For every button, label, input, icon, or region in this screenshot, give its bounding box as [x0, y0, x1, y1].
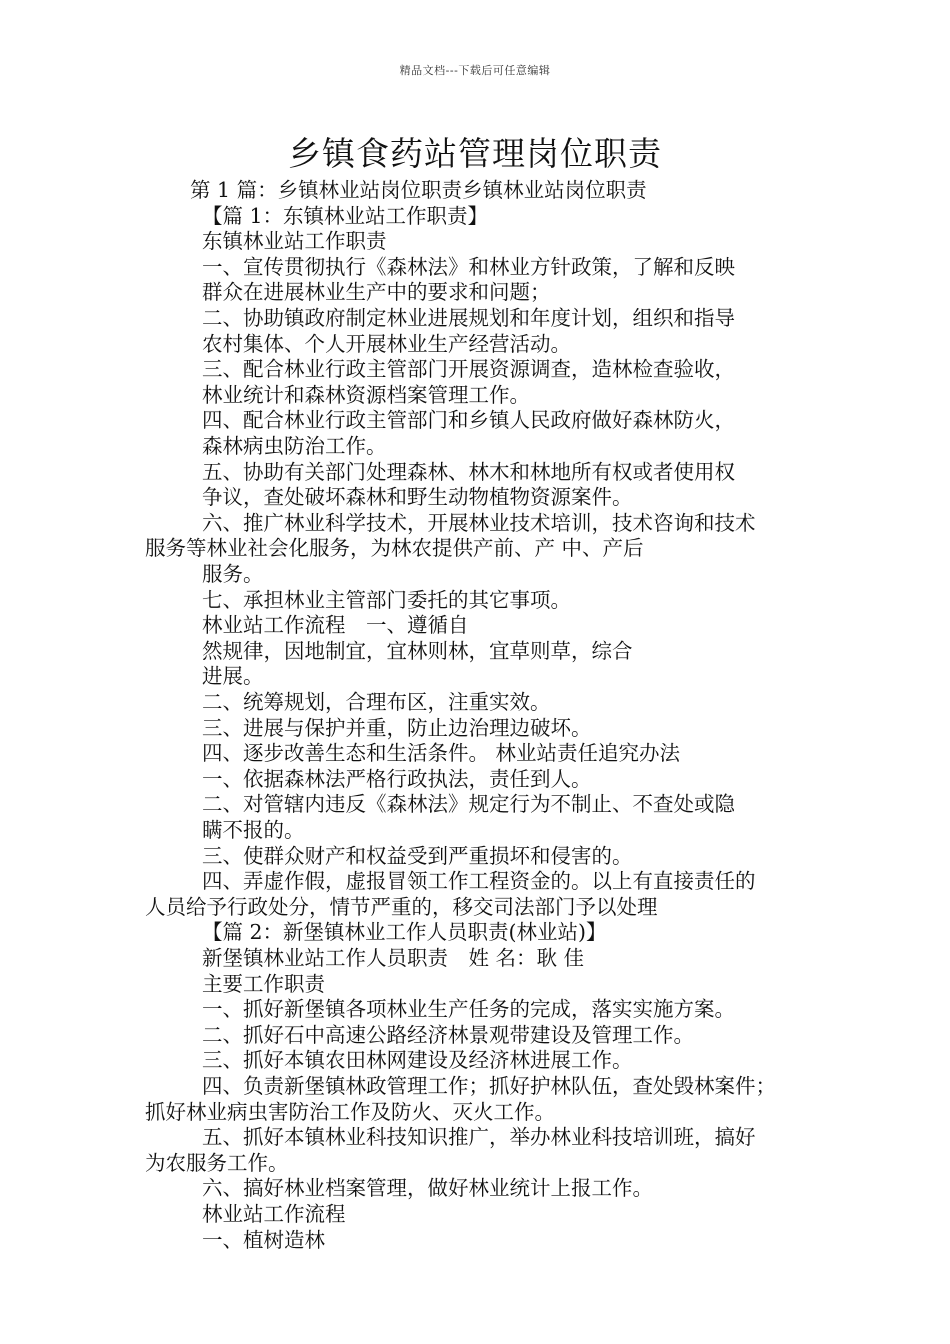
- body-line: 三、使群众财产和权益受到严重损坏和侵害的。: [202, 843, 633, 868]
- body-line: 五、抓好本镇林业科技知识推广，举办林业科技培训班，搞好: [202, 1125, 756, 1150]
- body-line: 人员给予行政处分，情节严重的，移交司法部门予以处理: [145, 894, 658, 919]
- body-line: 七、承担林业主管部门委托的其它事项。: [202, 587, 571, 612]
- body-line: 东镇林业站工作职责: [202, 229, 387, 254]
- body-line: 新堡镇林业站工作人员职责 姓 名：耿 佳: [202, 946, 585, 970]
- body-line: 四、弄虚作假，虚报冒领工作工程资金的。以上有直接责任的: [202, 869, 756, 894]
- body-line: 争议，查处破坏森林和野生动物植物资源案件。: [202, 485, 633, 510]
- body-line: 林业站工作流程: [202, 1202, 346, 1226]
- body-line: 一、植树造林: [202, 1227, 325, 1252]
- body-line: 三、抓好本镇农田林网建设及经济林进展工作。: [202, 1048, 633, 1073]
- body-line: 【篇 2：新堡镇林业工作人员职责(林业站)】: [202, 920, 607, 945]
- body-line: 四、逐步改善生态和生活条件。 林业站责任追究办法: [202, 741, 681, 766]
- body-line: 二、统筹规划，合理布区，注重实效。: [202, 690, 551, 714]
- document-title: 乡镇食药站管理岗位职责: [288, 134, 662, 173]
- body-line: 二、对管辖内违反《森林法》规定行为不制止、不查处或隐: [202, 792, 735, 817]
- body-line: 农村集体、个人开展林业生产经营活动。: [202, 331, 571, 356]
- body-line: 三、进展与保护并重，防止边治理边破坏。: [202, 715, 592, 740]
- body-line: 然规律，因地制宜，宜林则林，宜草则草，综合: [202, 638, 633, 663]
- body-line: 一、宣传贯彻执行《森林法》和林业方针政策，了解和反映: [202, 254, 735, 279]
- body-line: 四、负责新堡镇林政管理工作；抓好护林队伍，查处毁林案件；: [202, 1074, 776, 1098]
- body-line: 抓好林业病虫害防治工作及防火、灭火工作。: [145, 1099, 555, 1124]
- body-line: 林业统计和森林资源档案管理工作。: [202, 382, 530, 407]
- body-line: 五、协助有关部门处理森林、林木和林地所有权或者使用权: [202, 459, 735, 484]
- body-line: 六、搞好林业档案管理，做好林业统计上报工作。: [202, 1176, 653, 1201]
- body-line: 林业站工作流程 一、遵循自: [202, 613, 469, 638]
- body-line: 一、依据森林法严格行政执法，责任到人。: [202, 766, 592, 791]
- body-line: 一、抓好新堡镇各项林业生产任务的完成，落实实施方案。: [202, 997, 735, 1022]
- body-line: 瞒不报的。: [202, 818, 305, 842]
- body-line: 森林病虫防治工作。: [202, 434, 387, 458]
- body-line: 为农服务工作。: [145, 1150, 289, 1175]
- body-line: 二、协助镇政府制定林业进展规划和年度计划，组织和指导: [202, 306, 735, 330]
- body-line: 六、推广林业科学技术，开展林业技术培训，技术咨询和技术: [202, 510, 756, 535]
- body-line: 服务等林业社会化服务，为林农提供产前、产 中、产后: [145, 536, 644, 561]
- body-line: 第 1 篇：乡镇林业站岗位职责乡镇林业站岗位职责: [190, 178, 647, 202]
- body-line: 二、抓好石中高速公路经济林景观带建设及管理工作。: [202, 1022, 694, 1047]
- body-line: 【篇 1：东镇林业站工作职责】: [202, 203, 489, 228]
- body-line: 进展。: [202, 664, 264, 689]
- body-line: 服务。: [202, 562, 264, 586]
- body-line: 主要工作职责: [202, 971, 325, 996]
- page-watermark: 精品文档---下载后可任意编辑: [399, 64, 551, 77]
- body-line: 群众在进展林业生产中的要求和问题；: [202, 280, 551, 305]
- body-line: 三、配合林业行政主管部门开展资源调查，造林检查验收，: [202, 357, 735, 382]
- body-line: 四、配合林业行政主管部门和乡镇人民政府做好森林防火，: [202, 408, 735, 433]
